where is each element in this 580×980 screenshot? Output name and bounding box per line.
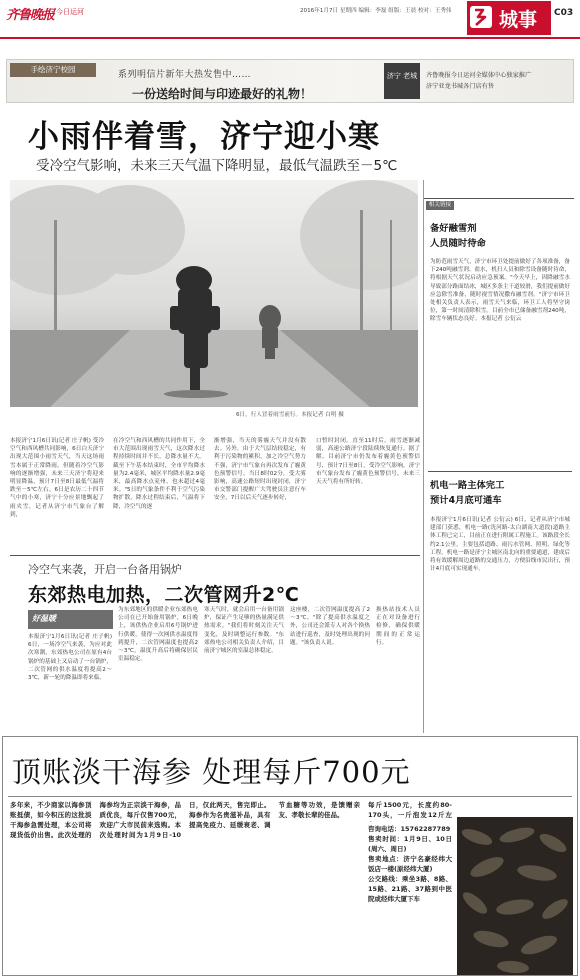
related-links-tag: 相关链接: [426, 201, 454, 210]
lead-body-col-3: 渐增强，当天的雾霾天气并没有散去。另外，由于大气层结较稳定，有利于污染物的累积，加之冷空气势力不强，济宁市气象台再次发布了霾黄色预警信号。当日8时02分，受大雾影响，高速公路短时出现封闭，济宁市交警部门提醒广大驾驶员注意行车安全，7日以后天气逐步转好，: [214, 438, 306, 502]
story-divider: [10, 555, 420, 556]
sidebar-story-1-title: 备好融雪剂 人员随时待命: [430, 223, 486, 249]
story2-body-col-1: 本报济宁1月6日讯(记者 庄子帆) 6日，一场冷空气来袭，为应对此次寒潮，东郊热电公司在原有4台锅炉的基础上又启动了一台锅炉，二次管网的供水温度将提高2～3℃，新一轮的降温即将来临。: [28, 634, 112, 682]
promo-info-line: 济宁亚龙书城各门店有售: [426, 83, 495, 90]
sidebar-story-2-body: 本报济宁1月6日讯(记者 公衍云) 6日，记者从济宁市城建部门获悉，机电一路(洸河路-太白湖南大道段)道路主体工程已完工，目前正在进行附属工程施工。该路段全长约2.1公里，主要包括道路、雨污水管网、照明、绿化等工程。机电一路是济宁主城区南北向的重要通道，建成后将有效缓解周边道路的交通压力，方便沿线市民出行，预计4月底可实现通车。: [430, 517, 570, 573]
issue-meta: 2016年1月7日 星期四 编辑：李磊 组版：王晨 校对：王秀伟: [300, 8, 452, 14]
promo-logo: 手绘济宁校园: [10, 63, 96, 77]
story2-body-col-2: 为东郊地区的供暖企业东郊热电公司在已开始备用锅炉，6日晚上，该供热企业启用6号锅炉进行供暖，使得一次网供水温度得到提升，二次管网温度也提高2～3℃，温度升高后将确保居民室温稳定。: [118, 607, 198, 663]
ad-price-note: 每斤1500元，长度约80-170头，一斤泡发12斤左: [368, 801, 452, 819]
ad-divider: [8, 796, 572, 797]
sidebar-story-2-title: 机电一路主体完工 预计4月底可通车: [430, 480, 505, 506]
newspaper-logo: 齐鲁晚报: [6, 8, 55, 23]
masthead-divider: [0, 37, 580, 39]
sidebar-story-1-body: 为防范雨雪天气，济宁市环卫处提前做好了各项准备，备下240吨融雪剂、盐水，机扫人员和除雪设备随时待命，将根据天气状况启动应急预案。"今天早上，因降融雪水导致部分路面结冰，城区多条主干道较滑，我们提前做好应急除雪准备，随时视雪情况撒布融雪剂。"济宁市环卫处相关负责人表示，雨雪天气来临，环卫工人将坚守岗位，第一时间清除积雪。目前全市已储备融雪剂240吨，除雪车辆状态良好。本报记者 公衍云: [430, 259, 570, 323]
section-title: 城事: [499, 9, 538, 31]
lead-body-col-4: 口暂时封闭。直至11时后，雨雪逐渐减弱，高速公路济宁段陆续恢复通行。据了解，目前济宁市仍发布着霾黄色预警信号，预计7日至8日，受冷空气影响，济宁市气象台发布了霾黄色预警信号，未来三天天气将有所好转。: [316, 438, 420, 486]
lead-subhead: 受冷空气影响，未来三天气温下降明显，最低气温跌至－5℃: [36, 158, 398, 174]
ad-contact-info: 咨询电话：15762287789 售卖时间：1月9日、10日(周六、周日) 售卖地点：济宁名豪经纬大饭店一楼(原经纬大厦) 公交路线：乘坐3路、8路、15路、21路、37路到中医院或经纬大厦下车: [368, 825, 452, 903]
ad-body: 多年来，不少商家以海参顶账抵债，如今积压的这批淡干海参急需处理，本公司将现货低价出售。此次处理的海参均为正宗淡干海参，品质优良，每斤仅售700元，欢迎广大市民前来选购。本次处理时间为1月9日-10日，仅此两天，售完即止。海参作为名贵滋补品，具有提高免疫力、延缓衰老、调节血糖等功效，是馈赠亲友、孝敬长辈的佳品。: [10, 801, 360, 839]
sea-cucumber-photo: [457, 817, 573, 975]
sidebar-divider: [423, 180, 424, 733]
sidebar-divider-rule: [428, 471, 572, 472]
story2-body-col-4: 这座楼，二次管网温度提高了2～3℃。"除了提高供水温度之外，公司还会派专人对各个换热站进行巡查，及时处理出现的问题。"该负责人说。: [290, 607, 370, 646]
ad-headline: 顶账淡干海参 处理每斤700元: [12, 755, 411, 789]
page-number: C03: [554, 8, 574, 18]
city-section-icon: [470, 6, 492, 28]
masthead: [0, 0, 580, 38]
promo-slogan: 一份送给时间与印迹最好的礼物！: [132, 87, 313, 101]
promo-stamp-image: 济宁 老城: [384, 63, 420, 99]
lead-body-col-1: 本报济宁1月6日讯(记者 庄子帆) 受冷空气和西风槽共同影响，6日白天济宁出现大范围小雨雪天气，当天这场雨雪本属于正常降雨，但随着冷空气影响的逐渐增强，未来三天济宁将迎来明显降温，预计7日至8日最低气温将跌至－5℃左右。6日是农历二十四节气中的小寒，济宁十分应景地飘起了雨夹雪，记者从济宁市气象台了解到，: [10, 438, 104, 518]
lead-photo: [10, 180, 418, 407]
story2-body-col-5: 换热站技术人员正在对设备进行检修，确保供暖期间的正常运行。: [376, 607, 420, 646]
edition-name: 今日运河: [56, 8, 84, 16]
story2-kicker: 冷空气来袭，开启一台备用锅炉: [28, 563, 182, 576]
photo-caption: 6日，行人冒着雨雪前行。本报记者 白明 摄: [236, 412, 344, 418]
promo-series-text: 系列明信片新年大热发售中……: [118, 70, 252, 80]
story2-body-col-3: 寒天气时，就会启用一台备用锅炉，保证产生足够的热量满足供热需求。"我们将时刻关注天气变化，及时调整运行参数。"东郊热电公司相关负责人介绍，目前济宁城区的室温总体稳定。: [204, 607, 284, 655]
promo-info-line: 齐鲁晚报今日运河全媒体中心独家推广: [426, 72, 532, 79]
lead-headline: 小雨伴着雪，济宁迎小寒: [28, 119, 380, 155]
sidebar-top-rule: [424, 198, 574, 199]
story2-headline: 东郊热电加热，二次管网升2℃: [28, 584, 300, 606]
lead-body-col-2: 在冷空气和西风槽的共同作用下，全市大范围出现雨雪天气，这次降水过程持续时间并不长，总降水量不大。截至下午基本结束时，全市平均降水量为2.4毫米，城区平均降水量2.9毫米，最高降水点兖州，也未超过4毫米。"5日的气象条件不利于空气污染物扩散，降水过程结束后，气温将下降，冷空气的逐: [113, 438, 205, 510]
story2-ad-label: 好温暖: [32, 614, 56, 623]
